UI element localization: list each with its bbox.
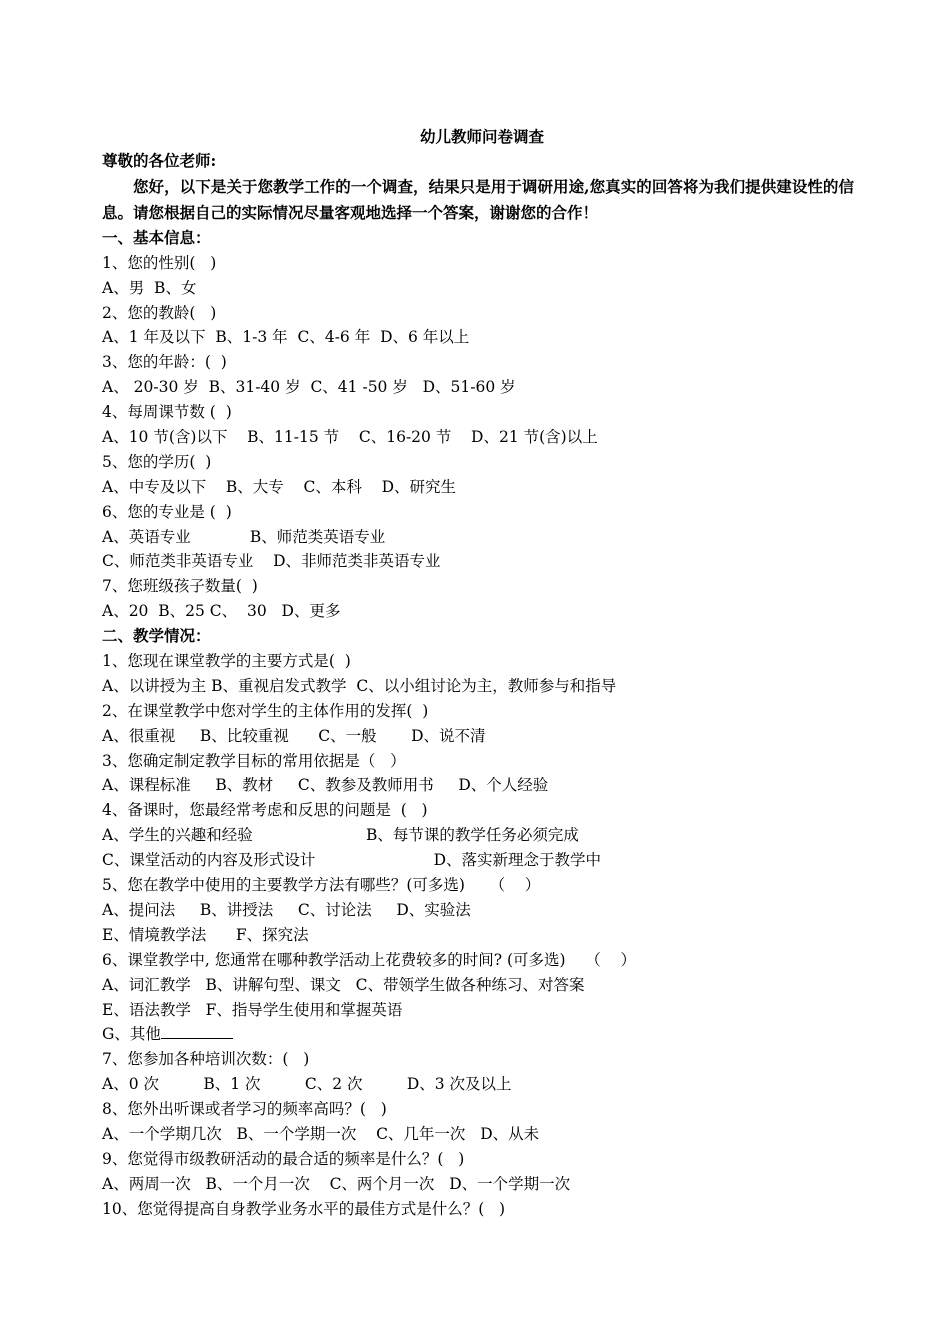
section-heading-teaching: 二、教学情况： — [102, 626, 211, 646]
options-line: A、10 节(含)以下 B、11-15 节 C、16-20 节 D、21 节(含)以上 — [102, 428, 598, 447]
question-line: 4、每周课节数 ( ) — [102, 403, 232, 422]
question-line: 7、您班级孩子数量( ) — [102, 577, 258, 596]
section-basic-info — [102, 251, 862, 624]
options-line: A、词汇教学 B、讲解句型、课文 C、带领学生做各种练习、对答案 — [102, 975, 585, 994]
options-line: A、中专及以下 B、大专 C、本科 D、研究生 — [102, 477, 456, 496]
other-option-label: G、其他 — [102, 1025, 161, 1044]
intro-paragraph: 您好，以下是关于您教学工作的一个调查，结果只是用于调研用途,您真实的回答将为我们提供建设性的信息。请您根据自己的实际情况尽量客观地选择一个答案，谢谢您的合作！ — [102, 176, 854, 222]
question-line: 7、您参加各种培训次数：( ) — [102, 1050, 310, 1069]
options-line: A、男 B、女 — [102, 278, 197, 297]
question-line: 3、您的年龄：( ) — [102, 353, 227, 372]
options-line: A、英语专业 B、师范类英语专业 — [102, 527, 386, 546]
options-line: A、提问法 B、讲授法 C、讨论法 D、实验法 — [102, 900, 471, 919]
question-line: 5、您在教学中使用的主要教学方法有哪些？(可多选) （ ） — [102, 876, 541, 895]
section-teaching — [102, 649, 862, 1221]
options-line: E、语法教学 F、指导学生使用和掌握英语 — [102, 1000, 403, 1019]
question-line: 2、在课堂教学中您对学生的主体作用的发挥( ) — [102, 701, 429, 720]
options-line: A、很重视 B、比较重视 C、一般 D、说不清 — [102, 726, 486, 745]
options-line: C、师范类非英语专业 D、非师范类非英语专业 — [102, 552, 441, 571]
question-line: 6、课堂教学中, 您通常在哪种教学活动上花费较多的时间? (可多选) （ ） — [102, 950, 636, 969]
fill-in-blank[interactable] — [161, 1024, 233, 1039]
options-line: A、1 年及以下 B、1-3 年 C、4-6 年 D、6 年以上 — [102, 328, 470, 347]
options-line: A、以讲授为主 B、重视启发式教学 C、以小组讨论为主，教师参与和指导 — [102, 676, 617, 695]
question-line: 2、您的教龄( ) — [102, 303, 217, 322]
options-line: A、 20-30 岁 B、31-40 岁 C、41 -50 岁 D、51-60 岁 — [102, 378, 516, 397]
options-line: C、课堂活动的内容及形式设计 D、落实新理念于教学中 — [102, 851, 602, 870]
question-line: 1、您的性别( ) — [102, 253, 217, 272]
options-line: A、两周一次 B、一个月一次 C、两个月一次 D、一个学期一次 — [102, 1174, 571, 1193]
options-line: A、一个学期几次 B、一个学期一次 C、几年一次 D、从未 — [102, 1124, 540, 1143]
question-line: 1、您现在课堂教学的主要方式是( ) — [102, 652, 351, 671]
options-line: A、学生的兴趣和经验 B、每节课的教学任务必须完成 — [102, 826, 579, 845]
question-line: 8、您外出听课或者学习的频率高吗？( ) — [102, 1100, 387, 1119]
question-line: 4、备课时，您最经常考虑和反思的问题是 ( ) — [102, 801, 428, 820]
options-line: A、课程标准 B、教材 C、教参及教师用书 D、个人经验 — [102, 776, 549, 795]
document-title: 幼儿教师问卷调查 — [419, 127, 544, 146]
question-line: 6、您的专业是 ( ) — [102, 502, 232, 521]
options-line: A、20 B、25 C、 30 D、更多 — [102, 602, 341, 621]
question-line: 3、您确定制定教学目标的常用依据是（ ） — [102, 751, 406, 770]
questionnaire-page — [102, 124, 862, 1222]
options-line: A、0 次 B、1 次 C、2 次 D、3 次及以上 — [102, 1075, 512, 1094]
section-heading-basic-info: 一、基本信息： — [102, 227, 211, 247]
question-line: 9、您觉得市级教研活动的最合适的频率是什么？( ) — [102, 1149, 465, 1168]
question-line: 10、您觉得提高自身教学业务水平的最佳方式是什么？( ) — [102, 1199, 506, 1218]
question-line: 5、您的学历( ) — [102, 452, 212, 471]
greeting: 尊敬的各位老师: — [102, 151, 217, 170]
options-line-other — [102, 1022, 862, 1047]
options-line: E、情境教学法 F、探究法 — [102, 925, 309, 944]
